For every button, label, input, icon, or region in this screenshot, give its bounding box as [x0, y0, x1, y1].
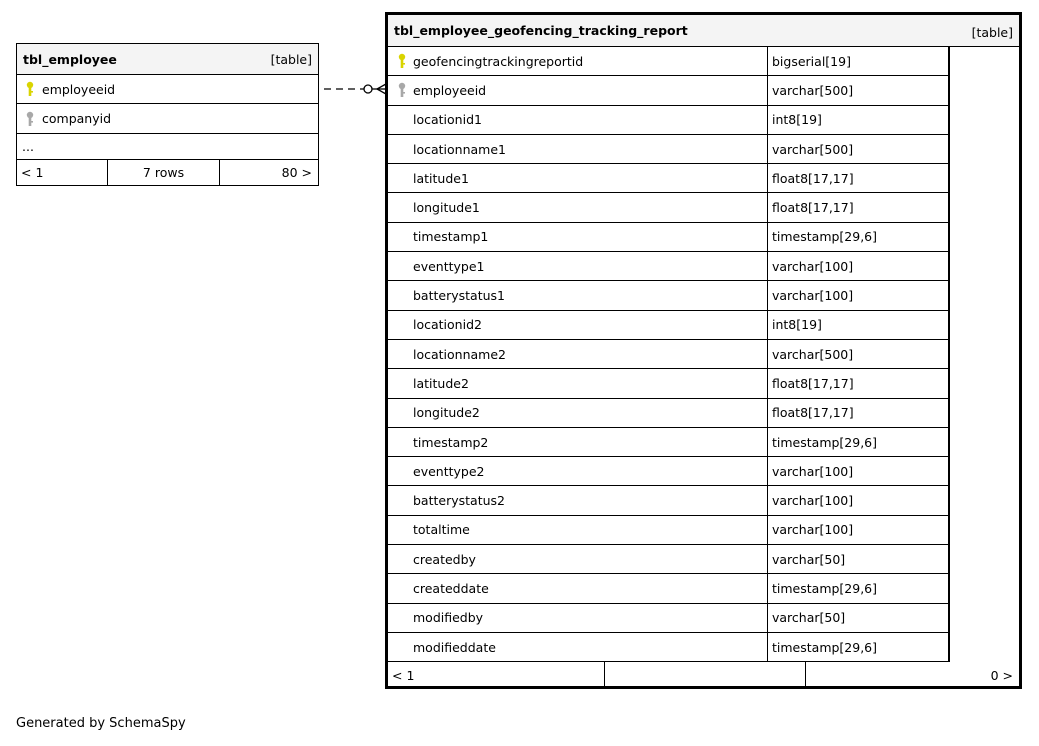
column-type: timestamp[29,6] [767, 574, 952, 602]
column-name: locationname1 [413, 141, 506, 157]
table-row[interactable] [17, 75, 318, 104]
table-row[interactable] [388, 193, 949, 222]
column-name: eventtype2 [413, 463, 485, 479]
footer-prev[interactable]: < 1 [388, 662, 605, 689]
column-type: float8[17,17] [767, 164, 952, 192]
table-row[interactable] [388, 223, 949, 252]
table-row[interactable] [388, 369, 949, 398]
table-footer [17, 160, 318, 185]
column-type: varchar[50] [767, 604, 952, 632]
table-type-label: [table] [971, 25, 1013, 40]
table-row[interactable] [388, 574, 949, 603]
column-name: longitude1 [413, 200, 480, 216]
column-name: locationid1 [413, 112, 482, 128]
table-row[interactable] [388, 311, 949, 340]
column-name: createddate [413, 580, 489, 596]
column-name: timestamp1 [413, 229, 489, 245]
column-name: timestamp2 [413, 434, 489, 450]
column-name: locationname2 [413, 346, 506, 362]
footer-row-count: 7 rows [108, 160, 220, 185]
table-row[interactable] [388, 516, 949, 545]
column-name: longitude2 [413, 405, 480, 421]
column-name: employeeid [413, 82, 487, 98]
column-type: timestamp[29,6] [767, 633, 952, 661]
table-header [17, 44, 318, 75]
column-type: float8[17,17] [767, 193, 952, 221]
column-name: eventtype1 [413, 258, 485, 274]
foreign-key-icon [26, 104, 34, 133]
column-type: bigserial[19] [767, 47, 952, 75]
footer-row-count [605, 662, 806, 689]
column-type: varchar[500] [767, 76, 952, 104]
table-row[interactable] [388, 47, 949, 76]
column-type: varchar[500] [767, 340, 952, 368]
column-type: varchar[100] [767, 486, 952, 514]
table-header [388, 15, 1019, 47]
column-type: varchar[50] [767, 545, 952, 573]
table-row[interactable] [388, 486, 949, 515]
table-row[interactable] [388, 340, 949, 369]
table-name: tbl_employee [23, 52, 117, 67]
table-row[interactable] [388, 106, 949, 135]
table-row[interactable] [388, 135, 949, 164]
table-name: tbl_employee_geofencing_tracking_report [394, 23, 688, 38]
table-row[interactable] [388, 604, 949, 633]
column-type: int8[19] [767, 106, 952, 134]
column-type: float8[17,17] [767, 369, 952, 397]
table-row[interactable] [388, 399, 949, 428]
table-tbl-employee[interactable] [16, 43, 319, 186]
table-row[interactable] [388, 428, 949, 457]
column-type: timestamp[29,6] [767, 428, 952, 456]
table-row[interactable] [388, 545, 949, 574]
column-type: varchar[100] [767, 281, 952, 309]
column-type: timestamp[29,6] [767, 223, 952, 251]
column-type: varchar[500] [767, 135, 952, 163]
column-name: geofencingtrackingreportid [413, 53, 584, 69]
column-type: float8[17,17] [767, 399, 952, 427]
footer-prev[interactable]: < 1 [17, 160, 108, 185]
footer-next[interactable]: 80 > [281, 165, 312, 180]
primary-key-icon [26, 75, 34, 103]
primary-key-icon [398, 47, 406, 75]
column-name: latitude2 [413, 375, 469, 391]
footer-next[interactable]: 0 > [990, 668, 1013, 684]
column-name: employeeid [42, 81, 116, 97]
column-type: varchar[100] [767, 457, 952, 485]
table-row[interactable] [388, 76, 949, 105]
table-row[interactable] [388, 457, 949, 486]
ellipsis-row: ... [17, 134, 318, 160]
table-tbl-employee-geofencing-tracking-report[interactable] [385, 12, 1022, 689]
table-row[interactable] [388, 164, 949, 193]
column-type: int8[19] [767, 311, 952, 339]
column-type: varchar[100] [767, 516, 952, 544]
column-name: latitude1 [413, 170, 469, 186]
column-type: varchar[100] [767, 252, 952, 280]
column-name: companyid [42, 111, 112, 126]
column-name: createdby [413, 551, 476, 567]
column-name: modifieddate [413, 639, 496, 655]
column-name: batterystatus2 [413, 493, 505, 509]
table-row[interactable] [388, 633, 949, 662]
generated-by-text: Generated by SchemaSpy [16, 716, 186, 731]
table-row[interactable] [388, 281, 949, 310]
table-row[interactable] [17, 104, 318, 134]
table-type-label: [table] [270, 52, 312, 67]
column-name: batterystatus1 [413, 288, 505, 304]
column-name: totaltime [413, 522, 470, 538]
column-name: locationid2 [413, 317, 482, 333]
table-row[interactable] [388, 252, 949, 281]
column-name: modifiedby [413, 610, 484, 626]
foreign-key-icon [398, 76, 406, 104]
table-footer [388, 662, 1019, 689]
